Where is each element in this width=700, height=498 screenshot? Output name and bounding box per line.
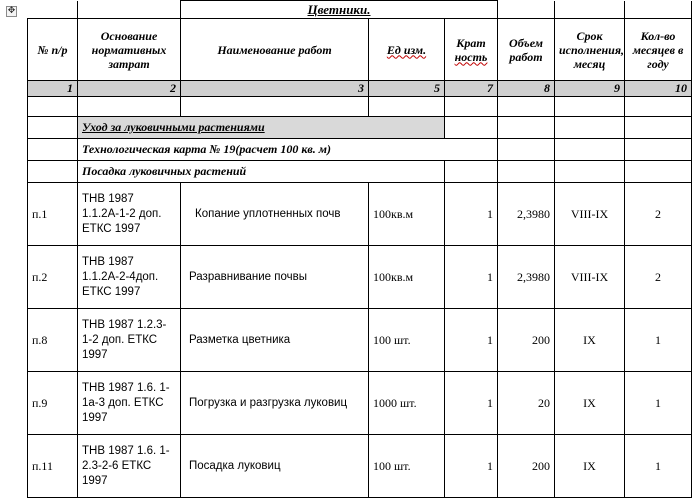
row-basis: ТНВ 1987 1.1.2А-1-2 доп. ЕТКС 1997 [78,183,181,246]
row-months: 1 [625,309,692,372]
section-title: Уход за луковичными растениями [78,117,445,139]
row-term: IX [555,435,625,498]
col-number: 10 [625,81,692,97]
col-number: 9 [555,81,625,97]
col-number: 2 [78,81,181,97]
row-term: IX [555,372,625,435]
row-basis: ТНВ 1987 1.2.3-1-2 доп. ЕТКС 1997 [78,309,181,372]
row-work: Разметка цветника [181,309,369,372]
row-number: п.2 [28,246,78,309]
row-volume: 2,3980 [498,246,555,309]
table-row [28,183,692,246]
column-number-row [28,81,692,97]
row-number: п.1 [28,183,78,246]
row-basis: ТНВ 1987 1.6. 1-1а-3 доп. ЕТКС 1997 [78,372,181,435]
col-number: 8 [498,81,555,97]
row-months: 2 [625,183,692,246]
row-volume: 20 [498,372,555,435]
row-volume: 2,3980 [498,183,555,246]
header-unit: Ед изм. [369,19,445,81]
table-row [28,435,692,498]
header-months: Кол-во месяцев в году [625,19,692,81]
subsection-title: Посадка луковичных растений [78,161,445,183]
col-number: 1 [28,81,78,97]
col-number: 3 [181,81,369,97]
table-title: Цветники. [181,1,498,19]
table-row [28,372,692,435]
header-multiplicity [445,19,498,81]
works-table [27,0,692,498]
row-months: 1 [625,372,692,435]
col-number: 7 [445,81,498,97]
row-multiplicity: 1 [445,372,498,435]
table-row [28,309,692,372]
header-multiplicity-line1: Крат [456,35,486,50]
empty-row [28,97,692,117]
header-basis: Основание нормативных затрат [78,19,181,81]
row-unit: 1000 шт. [369,372,445,435]
tech-card-title: Технологическая карта № 19(расчет 100 кв. м) [78,139,498,161]
row-multiplicity: 1 [445,183,498,246]
row-months: 2 [625,246,692,309]
row-number: п.8 [28,309,78,372]
row-basis: ТНВ 1987 1.1.2А-2-4доп. ЕТКС 1997 [78,246,181,309]
caption-row [28,1,692,19]
col-number: 5 [369,81,445,97]
row-months: 1 [625,435,692,498]
tech-card-row [28,139,692,161]
row-work: Разравнивание почвы [181,246,369,309]
row-multiplicity: 1 [445,309,498,372]
row-term: VIII-IX [555,246,625,309]
row-term: IX [555,309,625,372]
row-number: п.9 [28,372,78,435]
header-work-name: Наименование работ [181,19,369,81]
header-number: № п/р [28,19,78,81]
row-term: VIII-IX [555,183,625,246]
row-unit: 100 шт. [369,309,445,372]
table-move-handle-icon[interactable]: ✥ [7,6,16,16]
row-unit: 100 шт. [369,435,445,498]
row-unit: 100кв.м [369,183,445,246]
row-work: Посадка луковиц [181,435,369,498]
row-work: Копание уплотненных почв [181,183,369,246]
row-basis: ТНВ 1987 1.6. 1-2.3-2-6 ЕТКС 1997 [78,435,181,498]
table-row [28,246,692,309]
row-unit: 100кв.м [369,246,445,309]
row-volume: 200 [498,309,555,372]
header-multiplicity-line2: ность [454,49,488,64]
row-volume: 200 [498,435,555,498]
header-row [28,19,692,81]
row-work: Погрузка и разгрузка луковиц [181,372,369,435]
row-number: п.11 [28,435,78,498]
header-volume: Объем работ [498,19,555,81]
row-multiplicity: 1 [445,435,498,498]
row-multiplicity: 1 [445,246,498,309]
section-row [28,117,692,139]
subsection-row [28,161,692,183]
header-term: Срок исполнения, месяц [555,19,625,81]
